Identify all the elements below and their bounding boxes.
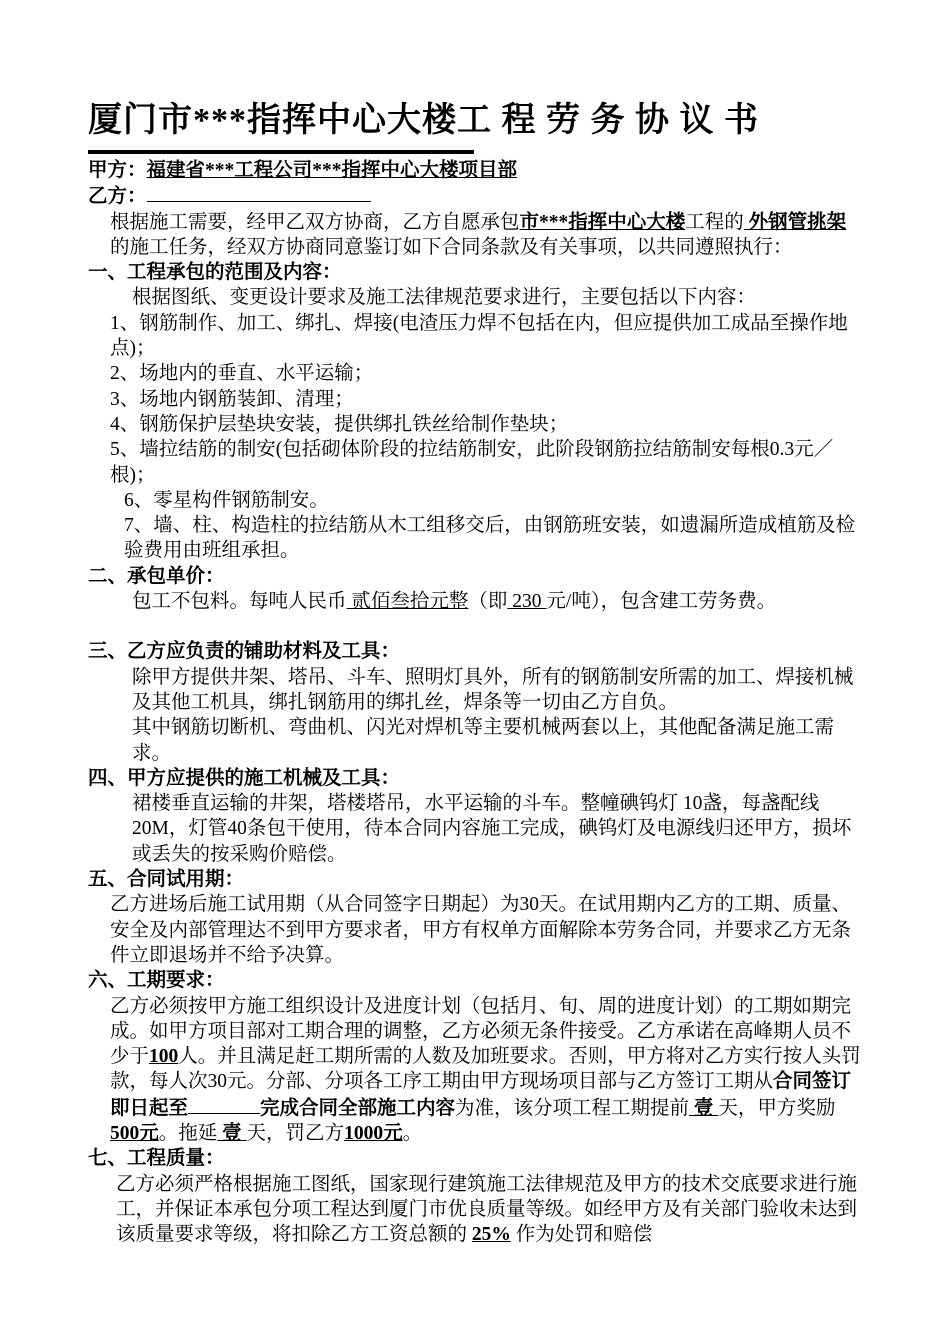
section-3-paragraph-2: 其中钢筋切断机、弯曲机、闪光对焊机等主要机械两套以上，其他配备满足施工需求。 [132,717,835,764]
section-2-text-1: 包工不包料。每吨人民币 [132,591,347,613]
section-2-paragraph [88,589,864,614]
section-6-text-5: 。拖延 [158,1122,218,1144]
section-1-heading: 一、工程承包的范围及内容： [88,262,342,284]
section-6-paragraph [88,994,864,1147]
late-penalty: 1000元 [344,1122,403,1144]
section-1-item-7: 7、墙、柱、构造柱的拉结筋从木工组移交后，由钢筋班安装，如遗漏所造成植筋及检验费用由班组承担。 [124,515,856,562]
section-6-heading: 六、工期要求： [88,970,225,992]
intro-paragraph [88,210,864,261]
quality-deduction-percent: 25% [471,1224,511,1246]
section-1-item-1: 1、钢筋制作、加工、绑扎、焊接(电渣压力焊不包括在内，但应提供加工成品至操作地点)； [110,312,848,360]
section-1-item-5: 5、墙拉结筋的制安(包括砌体阶段的拉结筋制安，此阶段钢筋拉结筋制安每根0.3元／根)； [110,439,834,486]
section-2-heading: 二、承包单价： [88,565,225,587]
section-3-heading: 三、乙方应负责的铺助材料及工具： [88,641,401,663]
section-6-text-1: 乙方必须按甲方施工组织设计及进度计划（包括月、旬、周的进度计划）的工期如期完成。如甲方项目部对工期合理的调整，乙方必须无条件接受。乙方承诺在高峰期人员不少于 [110,995,852,1068]
intro-text-1: 根据施工需要，经甲乙双方协商，乙方自愿承包 [110,211,520,233]
schedule-end-blank [188,1095,260,1114]
party-a-line [88,158,864,183]
late-days: 壹 [217,1122,247,1144]
section-1-item-4: 4、钢筋保护层垫块安装，提供绑扎铁丝给制作垫块； [110,413,569,435]
early-days: 壹 [689,1097,719,1119]
unit-price-words: 贰佰叁拾元整 [346,591,469,613]
party-b-blank [147,183,371,202]
section-5-heading: 五、合同试用期： [88,869,245,891]
section-7-text-2: 作为处罚和赔偿 [515,1224,653,1246]
schedule-start-text: 合同签订即日起至 [110,1071,852,1119]
section-7-paragraph [88,1172,864,1248]
min-staff-count: 100 [149,1046,179,1068]
section-5-paragraph: 乙方进场后施工试用期（从合同签字日期起）为30天。在试用期内乙方的工期、质量、安全及内部管理达不到甲方要求者，甲方有权单方面解除本劳务合同，并要求乙方无条件立即退场并不给予决算。 [110,894,852,966]
document-title: 厦门市***指挥中心大楼工 程 劳 务 协 议 书 [88,102,759,139]
party-b-label: 乙方： [88,186,147,208]
section-6-text-7: 。 [402,1122,423,1144]
section-6-text-2: 人。并且满足赶工期所需的人数及加班要求。否则，甲方将对乙方实行按人头罚款，每人次30元。分部、分项各工序工期由甲方现场项目部与乙方签订工期从 [110,1046,861,1093]
intro-project-name: 市***指挥中心大楼 [519,211,686,233]
section-1-item-3: 3、场地内钢筋装卸、清理； [110,388,354,410]
party-a-value: 福建省***工程公司***指挥中心大楼项目部 [146,160,518,181]
party-a-label: 甲方： [88,160,147,181]
section-7-heading: 七、工程质量： [88,1148,225,1170]
section-6-text-4: 天，甲方奖励 [718,1097,836,1119]
section-6-text-3: 为准，该分项工程工期提前 [455,1097,690,1119]
section-4-paragraph: 裙楼垂直运输的井架，塔楼塔吊，水平运输的斗车。整幢碘钨灯 10盏，每盏配线20M，灯管40条包干使用，待本合同内容施工完成，碘钨灯及电源线归还甲方，损坏或丢失的按采购价赔偿。 [132,793,852,865]
unit-price-number: 230 [507,591,547,613]
section-1-item-6: 6、零星构件钢筋制安。 [124,489,329,511]
blank-line [88,614,864,639]
section-3-paragraph-1: 除甲方提供井架、塔吊、斗车、照明灯具外，所有的钢筋制安所需的加工、焊接机械及其他工机具，绑扎钢筋用的绑扎丝，焊条等一切由乙方自负。 [132,666,854,713]
intro-text-2: 工程的 [685,211,744,233]
section-6-text-6: 天，罚乙方 [246,1122,345,1144]
title-underline [88,150,474,154]
early-reward: 500元 [110,1122,159,1144]
intro-scope: 外钢管挑架 [743,211,847,233]
section-4-heading: 四、甲方应提供的施工机械及工具： [88,767,401,789]
intro-text-3: 的施工任务，经双方协商同意鉴订如下合同条款及有关事项，以共同遵照执行： [110,236,793,258]
section-7-text-1: 乙方必须严格根据施工图纸，国家现行建筑施工法律规范及甲方的技术交底要求进行施工，并保证本承包分项工程达到厦门市优良质量等级。如经甲方及有关部门验收未达到该质量要求等级，将扣除乙方工资总额的 [116,1173,858,1246]
schedule-end-text: 完成合同全部施工内容 [260,1097,456,1119]
section-1-lead: 根据图纸、变更设计要求及施工法律规范要求进行，主要包括以下内容： [132,287,757,309]
section-2-text-3: 元/吨），包含建工劳务费。 [546,591,777,613]
section-2-text-2: （即 [468,591,508,613]
party-b-line [88,183,864,209]
section-1-item-2: 2、场地内的垂直、水平运输； [110,363,374,385]
document-body [88,158,864,1247]
